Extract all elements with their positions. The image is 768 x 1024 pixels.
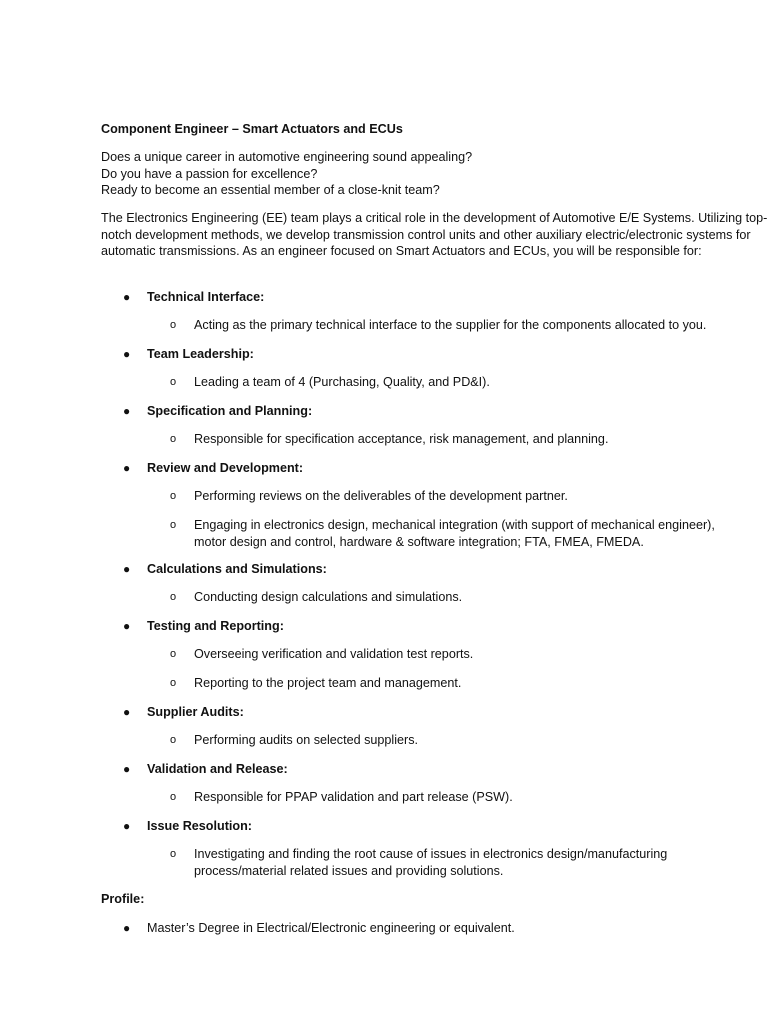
responsibility-item-text: Engaging in electronics design, mechanical integration (with support of mechanical engineer), motor design and control, hardware & software integration; FTA, FMEA, FMEDA.	[194, 518, 715, 549]
responsibility-heading	[123, 618, 284, 635]
responsibility-heading	[123, 704, 244, 721]
bullet-icon: ●	[123, 762, 131, 776]
sub-bullet-icon: o	[170, 519, 177, 531]
responsibility-label: Calculations and Simulations:	[147, 562, 327, 576]
responsibility-heading	[123, 403, 312, 420]
responsibility-item-text: Overseeing verification and validation test reports.	[194, 647, 474, 661]
responsibility-label: Issue Resolution:	[147, 819, 252, 833]
profile-item	[123, 920, 515, 937]
sub-bullet-icon: o	[170, 591, 177, 603]
bullet-icon: ●	[123, 404, 131, 418]
bullet-icon: ●	[123, 819, 131, 833]
responsibility-item	[168, 732, 748, 749]
bullet-icon: ●	[123, 347, 131, 361]
responsibility-label: Team Leadership:	[147, 347, 254, 361]
responsibility-item-text: Reporting to the project team and management.	[194, 676, 462, 690]
responsibility-item	[168, 789, 748, 806]
responsibility-heading	[123, 561, 327, 578]
responsibility-item	[168, 317, 748, 334]
responsibility-heading	[123, 818, 252, 835]
responsibility-item-text: Responsible for specification acceptance, risk management, and planning.	[194, 432, 609, 446]
sub-bullet-icon: o	[170, 791, 177, 803]
bullet-icon: ●	[123, 290, 131, 304]
responsibility-label: Supplier Audits:	[147, 705, 244, 719]
responsibility-item	[168, 488, 748, 505]
team-description: The Electronics Engineering (EE) team plays a critical role in the development of Automotive E/E Systems. Utilizing top-notch development methods, we develop transmission control units and other auxiliary electric/electronic systems for automatic transmissions. As an engineer focused on Smart Actuators and ECUs, you will be responsible for:	[101, 211, 768, 258]
responsibility-heading	[123, 460, 303, 477]
responsibility-label: Validation and Release:	[147, 762, 288, 776]
responsibility-item-text: Performing audits on selected suppliers.	[194, 733, 419, 747]
job-title: Component Engineer – Smart Actuators and ECUs	[101, 122, 403, 136]
sub-bullet-icon: o	[170, 490, 177, 502]
sub-bullet-icon: o	[170, 848, 177, 860]
profile-item-text: Master’s Degree in Electrical/Electronic engineering or equivalent.	[147, 921, 515, 935]
bullet-icon: ●	[123, 562, 131, 576]
responsibility-label: Technical Interface:	[147, 290, 265, 304]
responsibility-item	[168, 646, 748, 663]
intro-questions	[101, 149, 472, 199]
sub-bullet-icon: o	[170, 677, 177, 689]
responsibility-heading	[123, 761, 288, 778]
responsibility-item	[168, 846, 748, 879]
sub-bullet-icon: o	[170, 319, 177, 331]
responsibility-item-text: Performing reviews on the deliverables of the development partner.	[194, 489, 568, 503]
responsibility-label: Specification and Planning:	[147, 404, 313, 418]
sub-bullet-icon: o	[170, 376, 177, 388]
bullet-icon: ●	[123, 619, 131, 633]
responsibility-item	[168, 374, 748, 391]
responsibility-item-text: Acting as the primary technical interface to the supplier for the components allocated to you.	[194, 318, 707, 332]
bullet-icon: ●	[123, 461, 131, 475]
responsibility-item	[168, 675, 748, 692]
responsibility-item-text: Investigating and finding the root cause of issues in electronics design/manufacturing process/material related issues and providing solutions.	[194, 847, 668, 878]
sub-bullet-icon: o	[170, 648, 177, 660]
sub-bullet-icon: o	[170, 433, 177, 445]
responsibility-item	[168, 517, 748, 550]
responsibility-heading	[123, 346, 254, 363]
intro-line: Does a unique career in automotive engineering sound appealing?	[101, 150, 473, 164]
responsibility-heading	[123, 289, 264, 306]
intro-line: Do you have a passion for excellence?	[101, 166, 318, 181]
intro-line: Ready to become an essential member of a close-knit team?	[101, 183, 440, 197]
bullet-icon: ●	[123, 705, 131, 719]
bullet-icon: ●	[123, 921, 131, 935]
responsibility-label: Testing and Reporting:	[147, 619, 284, 633]
responsibility-item	[168, 589, 748, 606]
responsibility-item-text: Responsible for PPAP validation and part release (PSW).	[194, 790, 513, 804]
profile-heading: Profile:	[101, 892, 145, 906]
responsibility-item-text: Leading a team of 4 (Purchasing, Quality, and PD&I).	[194, 375, 490, 389]
responsibility-label: Review and Development:	[147, 461, 304, 475]
responsibility-item-text: Conducting design calculations and simulations.	[194, 590, 463, 604]
responsibility-item	[168, 431, 748, 448]
sub-bullet-icon: o	[170, 734, 177, 746]
